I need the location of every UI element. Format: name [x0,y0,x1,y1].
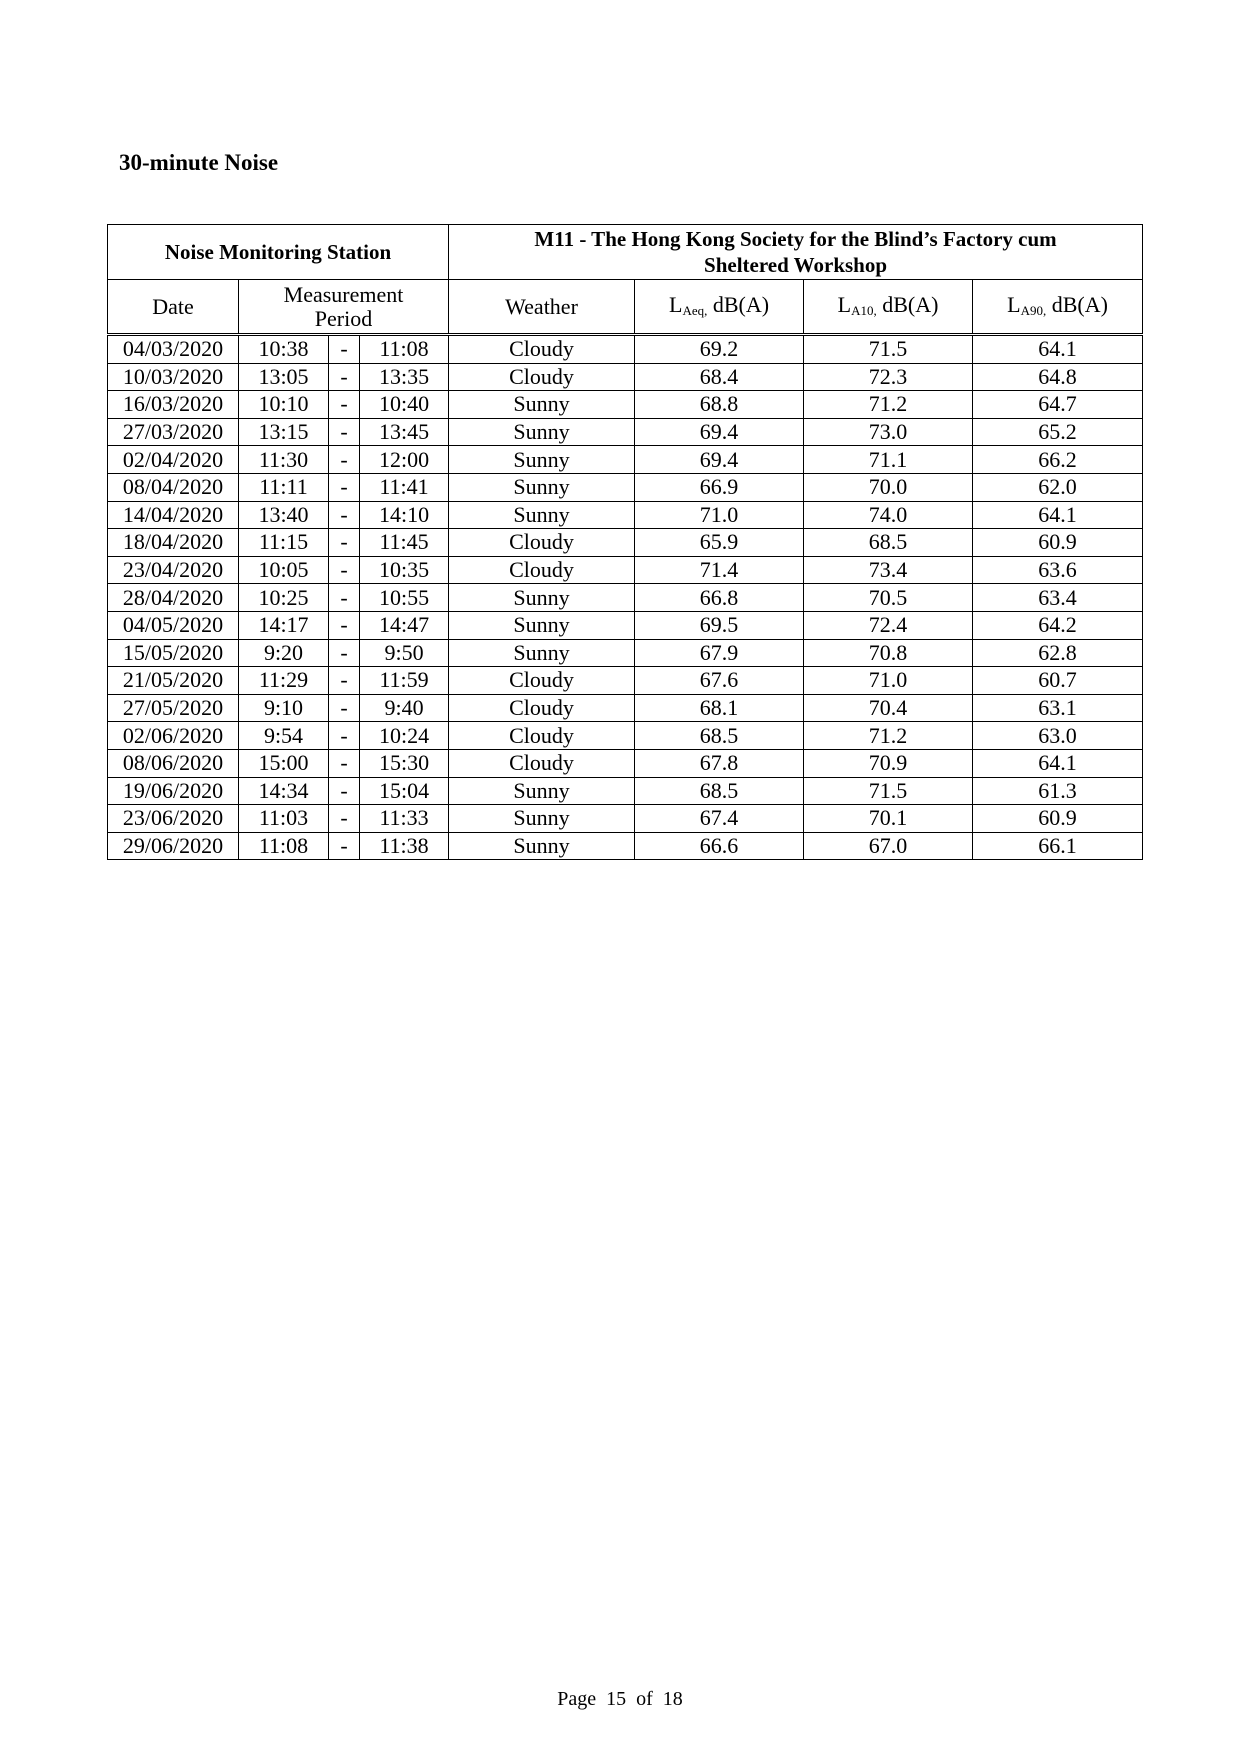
cell-sep: - [329,335,360,364]
cell-la90: 64.2 [973,611,1143,639]
cell-la10: 71.5 [804,777,973,805]
cell-la90: 66.2 [973,446,1143,474]
cell-end: 13:35 [360,363,449,391]
cell-la90: 62.0 [973,473,1143,501]
cell-end: 11:08 [360,335,449,364]
cell-date: 23/04/2020 [108,556,239,584]
cell-weather: Cloudy [449,694,635,722]
cell-date: 02/04/2020 [108,446,239,474]
table-row [108,722,1143,750]
cell-la10: 71.2 [804,391,973,419]
cell-la10: 73.4 [804,556,973,584]
table-row [108,473,1143,501]
cell-start: 9:54 [239,722,329,750]
cell-start: 11:11 [239,473,329,501]
la10-unit: dB(A) [876,292,939,317]
cell-start: 11:30 [239,446,329,474]
page-label: Page [557,1688,597,1710]
header-row-columns [108,280,1143,335]
cell-date: 08/04/2020 [108,473,239,501]
cell-end: 15:30 [360,749,449,777]
cell-la90: 63.0 [973,722,1143,750]
cell-start: 11:29 [239,667,329,695]
cell-start: 13:40 [239,501,329,529]
cell-laeq: 71.0 [635,501,804,529]
cell-start: 14:34 [239,777,329,805]
cell-end: 13:45 [360,418,449,446]
cell-la10: 70.9 [804,749,973,777]
cell-la10: 67.0 [804,832,973,860]
table-row [108,805,1143,833]
cell-laeq: 71.4 [635,556,804,584]
cell-laeq: 68.8 [635,391,804,419]
table-row [108,639,1143,667]
page-footer [0,1688,1240,1711]
col-header-la10 [804,280,973,335]
cell-la90: 64.7 [973,391,1143,419]
cell-sep: - [329,584,360,612]
cell-date: 04/05/2020 [108,611,239,639]
cell-weather: Cloudy [449,722,635,750]
cell-la10: 72.4 [804,611,973,639]
cell-sep: - [329,363,360,391]
cell-end: 11:33 [360,805,449,833]
cell-weather: Sunny [449,832,635,860]
cell-la10: 71.2 [804,722,973,750]
cell-start: 10:38 [239,335,329,364]
cell-weather: Cloudy [449,667,635,695]
station-name [449,225,1143,280]
cell-la90: 64.8 [973,363,1143,391]
cell-laeq: 67.9 [635,639,804,667]
cell-laeq: 68.5 [635,777,804,805]
cell-start: 13:05 [239,363,329,391]
table-row [108,667,1143,695]
cell-weather: Sunny [449,446,635,474]
cell-start: 11:15 [239,529,329,557]
cell-end: 11:59 [360,667,449,695]
cell-date: 18/04/2020 [108,529,239,557]
cell-end: 10:55 [360,584,449,612]
cell-end: 9:50 [360,639,449,667]
cell-laeq: 67.6 [635,667,804,695]
la90-subscript: A90, [1020,303,1047,318]
table-row [108,418,1143,446]
cell-end: 10:40 [360,391,449,419]
table-row [108,584,1143,612]
cell-sep: - [329,529,360,557]
cell-weather: Cloudy [449,335,635,364]
cell-sep: - [329,556,360,584]
cell-weather: Cloudy [449,749,635,777]
cell-la90: 63.4 [973,584,1143,612]
table-row [108,529,1143,557]
cell-la90: 63.1 [973,694,1143,722]
cell-weather: Sunny [449,777,635,805]
cell-date: 14/04/2020 [108,501,239,529]
station-name-line1: M11 - The Hong Kong Society for the Blind’s Factory cum [534,227,1057,251]
cell-start: 9:20 [239,639,329,667]
page-number: 15 [606,1688,627,1710]
cell-end: 11:38 [360,832,449,860]
cell-end: 12:00 [360,446,449,474]
cell-weather: Sunny [449,418,635,446]
cell-laeq: 66.8 [635,584,804,612]
cell-la90: 61.3 [973,777,1143,805]
cell-weather: Sunny [449,805,635,833]
cell-la90: 60.9 [973,529,1143,557]
cell-la10: 68.5 [804,529,973,557]
cell-start: 15:00 [239,749,329,777]
cell-la10: 72.3 [804,363,973,391]
cell-weather: Sunny [449,391,635,419]
cell-date: 08/06/2020 [108,749,239,777]
section-title: 30-minute Noise [119,150,279,175]
la10-symbol: L [837,292,852,317]
cell-weather: Sunny [449,473,635,501]
cell-la90: 64.1 [973,501,1143,529]
cell-start: 10:05 [239,556,329,584]
cell-date: 10/03/2020 [108,363,239,391]
cell-laeq: 69.4 [635,418,804,446]
cell-weather: Sunny [449,584,635,612]
cell-la10: 71.0 [804,667,973,695]
cell-start: 10:10 [239,391,329,419]
col-header-weather: Weather [449,280,635,335]
cell-sep: - [329,722,360,750]
of-label: of [636,1688,653,1710]
cell-sep: - [329,418,360,446]
cell-la90: 60.7 [973,667,1143,695]
table-row [108,501,1143,529]
noise-monitoring-table [107,224,1143,860]
cell-la90: 64.1 [973,749,1143,777]
cell-laeq: 69.2 [635,335,804,364]
cell-end: 10:24 [360,722,449,750]
cell-date: 21/05/2020 [108,667,239,695]
table-row [108,556,1143,584]
cell-start: 11:03 [239,805,329,833]
col-header-laeq [635,280,804,335]
cell-sep: - [329,501,360,529]
cell-la10: 74.0 [804,501,973,529]
cell-date: 27/03/2020 [108,418,239,446]
col-header-period-line1: Measurement [283,281,404,307]
cell-start: 11:08 [239,832,329,860]
la90-symbol: L [1007,292,1021,317]
cell-laeq: 69.4 [635,446,804,474]
col-header-period [239,280,449,335]
table-row [108,777,1143,805]
cell-sep: - [329,391,360,419]
cell-start: 13:15 [239,418,329,446]
cell-la10: 71.5 [804,335,973,364]
table-row [108,363,1143,391]
cell-la10: 70.1 [804,805,973,833]
table-row [108,694,1143,722]
la90-unit: dB(A) [1046,292,1108,317]
cell-laeq: 67.8 [635,749,804,777]
cell-la90: 64.1 [973,335,1143,364]
cell-laeq: 67.4 [635,805,804,833]
cell-date: 28/04/2020 [108,584,239,612]
laeq-symbol: L [668,292,683,317]
table-body [108,335,1143,860]
cell-sep: - [329,694,360,722]
cell-weather: Sunny [449,611,635,639]
col-header-period-line2: Period [314,305,373,331]
cell-date: 16/03/2020 [108,391,239,419]
cell-laeq: 68.5 [635,722,804,750]
table-row [108,749,1143,777]
cell-date: 27/05/2020 [108,694,239,722]
cell-sep: - [329,611,360,639]
cell-end: 10:35 [360,556,449,584]
cell-date: 04/03/2020 [108,335,239,364]
cell-laeq: 68.1 [635,694,804,722]
cell-sep: - [329,473,360,501]
cell-la10: 70.4 [804,694,973,722]
cell-sep: - [329,446,360,474]
laeq-unit: dB(A) [707,292,770,317]
cell-weather: Cloudy [449,529,635,557]
cell-end: 11:41 [360,473,449,501]
cell-sep: - [329,832,360,860]
col-header-la90 [973,280,1143,335]
cell-weather: Sunny [449,501,635,529]
cell-sep: - [329,667,360,695]
cell-laeq: 69.5 [635,611,804,639]
cell-start: 10:25 [239,584,329,612]
header-row-station [108,225,1143,280]
cell-end: 15:04 [360,777,449,805]
cell-end: 11:45 [360,529,449,557]
cell-sep: - [329,805,360,833]
table-row [108,391,1143,419]
cell-weather: Cloudy [449,363,635,391]
col-header-date: Date [108,280,239,335]
cell-la10: 70.8 [804,639,973,667]
cell-sep: - [329,777,360,805]
cell-start: 14:17 [239,611,329,639]
la10-subscript: A10, [851,303,877,318]
cell-start: 9:10 [239,694,329,722]
cell-end: 9:40 [360,694,449,722]
cell-la90: 62.8 [973,639,1143,667]
cell-laeq: 66.6 [635,832,804,860]
page-total: 18 [662,1688,683,1710]
cell-la90: 60.9 [973,805,1143,833]
cell-la90: 65.2 [973,418,1143,446]
laeq-subscript: Aeq, [682,303,708,318]
cell-date: 02/06/2020 [108,722,239,750]
cell-end: 14:47 [360,611,449,639]
cell-la10: 70.0 [804,473,973,501]
cell-la10: 70.5 [804,584,973,612]
cell-weather: Cloudy [449,556,635,584]
station-header: Noise Monitoring Station [108,225,449,280]
cell-laeq: 68.4 [635,363,804,391]
cell-la90: 66.1 [973,832,1143,860]
station-name-line2: Sheltered Workshop [704,253,888,277]
cell-date: 29/06/2020 [108,832,239,860]
table-row [108,611,1143,639]
cell-laeq: 65.9 [635,529,804,557]
cell-date: 23/06/2020 [108,805,239,833]
table-row [108,446,1143,474]
table-row [108,335,1143,364]
cell-end: 14:10 [360,501,449,529]
cell-laeq: 66.9 [635,473,804,501]
cell-weather: Sunny [449,639,635,667]
cell-date: 19/06/2020 [108,777,239,805]
cell-la90: 63.6 [973,556,1143,584]
table-row [108,832,1143,860]
cell-la10: 71.1 [804,446,973,474]
cell-date: 15/05/2020 [108,639,239,667]
cell-sep: - [329,639,360,667]
cell-sep: - [329,749,360,777]
cell-la10: 73.0 [804,418,973,446]
